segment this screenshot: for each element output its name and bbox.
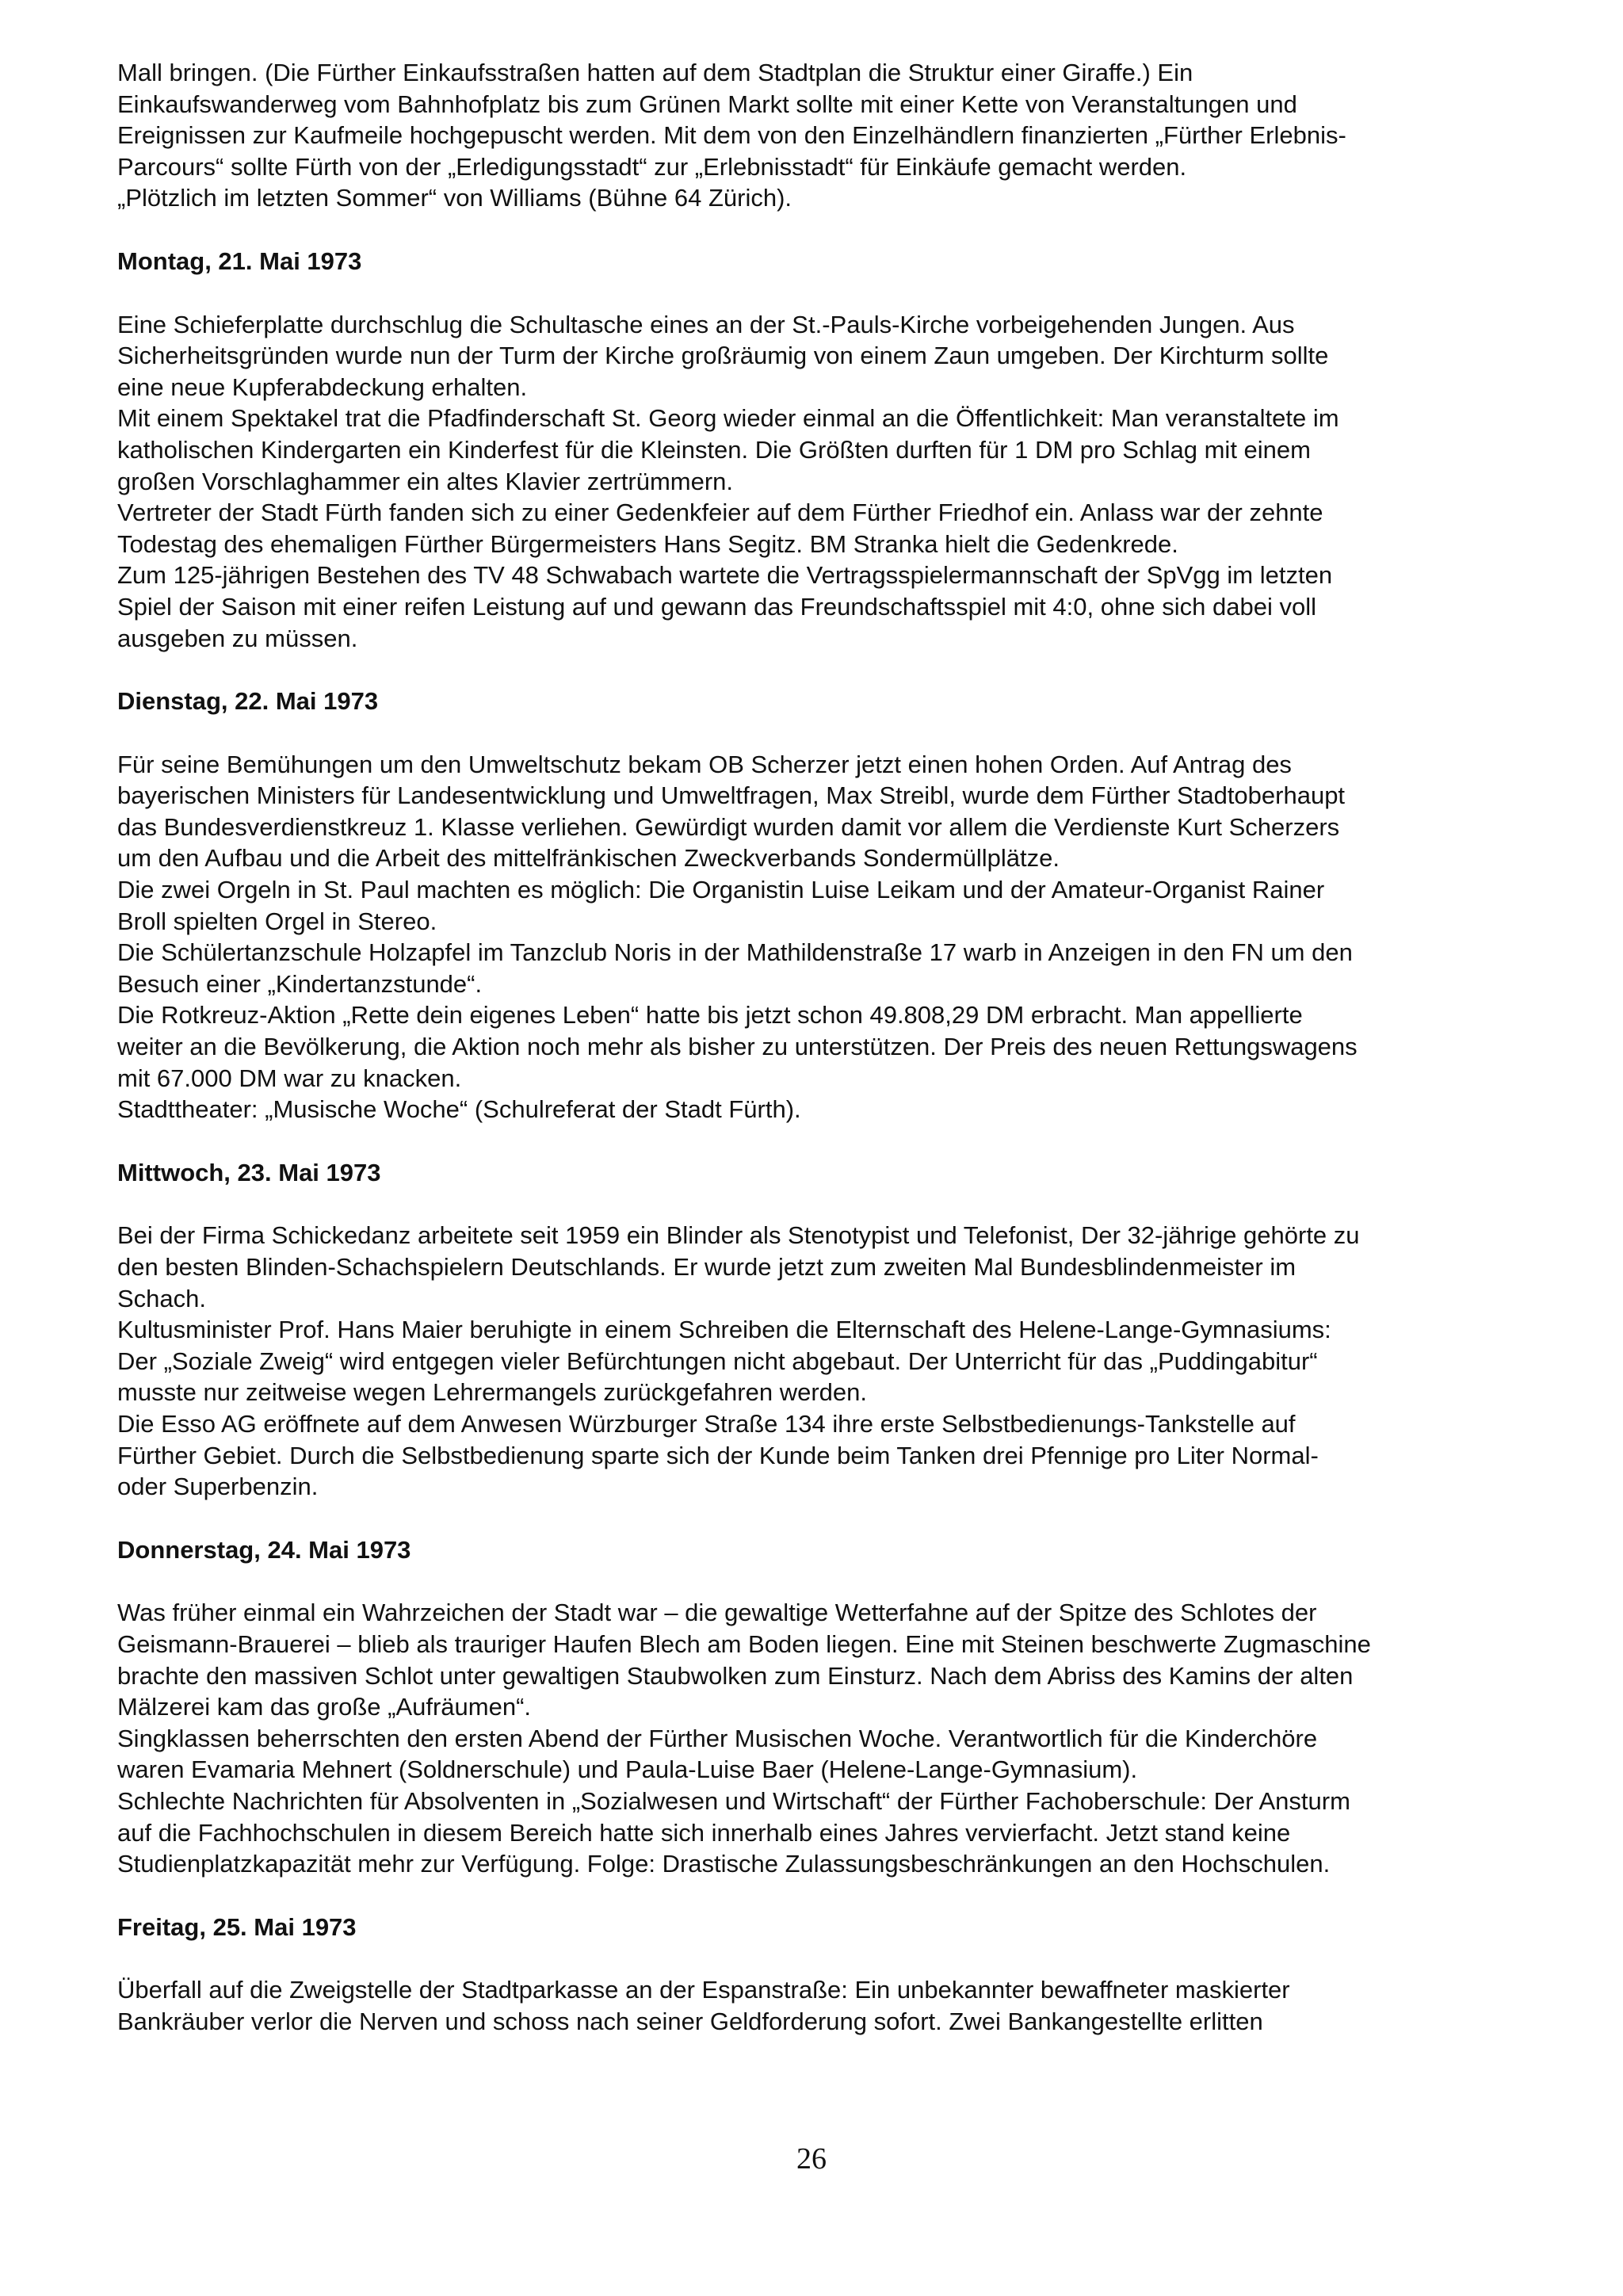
- paragraph: Die zwei Orgeln in St. Paul machten es möglich: Die Organistin Luise Leikam und der Amateur-Organist Rainer Broll spielten Orgel in Stereo.: [117, 876, 1325, 935]
- paragraph: Singklassen beherrschten den ersten Abend der Fürther Musischen Woche. Verantwortlich für die Kinderchöre waren Evamaria Mehnert (Soldnerschule) und Paula-Luise Baer (Helene-Lange-Gymnasium).: [117, 1724, 1318, 1784]
- paragraph: Überfall auf die Zweigstelle der Stadtparkasse an der Espanstraße: Ein unbekannter bewaffneter maskierter Bankräuber verlor die Nerven und schoss nach seiner Geldforderung sofort. Zwei Bankangestellte erlitten: [117, 1976, 1290, 2035]
- section-donnerstag: [117, 1503, 1520, 1880]
- intro-block: [117, 57, 1520, 214]
- paragraph: Für seine Bemühungen um den Umweltschutz bekam OB Scherzer jetzt einen hohen Orden. Auf Antrag des bayerischen Ministers für Landesentwicklung und Umweltfragen, Max Streibl, wurde dem Fürther Stadtoberhaupt das Bundesverdienstkreuz 1. Klasse verliehen. Gewürdigt wurden damit vor allem die Verdienste Kurt Scherzers um den Aufbau und die Arbeit des mittelfränkischen Zweckverbands Sondermüllplätze.: [117, 750, 1346, 873]
- paragraph: Die Rotkreuz-Aktion „Rette dein eigenes Leben“ hatte bis jetzt schon 49.808,29 DM erbracht. Man appellierte weiter an die Bevölkerung, die Aktion noch mehr als bisher zu unterstützen. Der Preis des neuen Rettungswagens mit 67.000 DM war zu knacken.: [117, 1001, 1358, 1092]
- section-freitag: [117, 1880, 1520, 2038]
- section-dienstag: [117, 654, 1520, 1125]
- section-heading: Donnerstag, 24. Mai 1973: [117, 1535, 411, 1564]
- paragraph: Eine Schieferplatte durchschlug die Schultasche eines an der St.-Pauls-Kirche vorbeigehenden Jungen. Aus Sicherheitsgründen wurde nun der Turm der Kirche großräumig von einem Zaun umgeben. Der Kirchturm sollte eine neue Kupferabdeckung erhalten.: [117, 310, 1329, 401]
- paragraph: „Plötzlich im letzten Sommer“ von Williams (Bühne 64 Zürich).: [117, 184, 792, 212]
- page-number: 26: [796, 2142, 827, 2176]
- paragraph: Bei der Firma Schickedanz arbeitete seit 1959 ein Blinder als Stenotypist und Telefonist, Der 32-jährige gehörte zu den besten Blinden-Schachspielern Deutschlands. Er wurde jetzt zum zweiten Mal Bundesblindenmeister im Schach.: [117, 1221, 1360, 1312]
- section-mittwoch: [117, 1125, 1520, 1503]
- section-heading: Montag, 21. Mai 1973: [117, 246, 362, 275]
- paragraph: Vertreter der Stadt Fürth fanden sich zu einer Gedenkfeier auf dem Fürther Friedhof ein. Anlass war der zehnte Todestag des ehemaligen Fürther Bürgermeisters Hans Segitz. BM Stranka hielt die Gedenkrede.: [117, 499, 1323, 558]
- paragraph: Kultusminister Prof. Hans Maier beruhigte in einem Schreiben die Elternschaft des Helene-Lange-Gymnasiums: Der „Soziale Zweig“ wird entgegen vieler Befürchtungen nicht abgebaut. Der Unterricht für das „Puddingabitur“ musste nur zeitweise wegen Lehrermangels zurückgefahren werden.: [117, 1316, 1331, 1407]
- paragraph: Die Esso AG eröffnete auf dem Anwesen Würzburger Straße 134 ihre erste Selbstbedienungs-Tankstelle auf Fürther Gebiet. Durch die Selbstbedienung sparte sich der Kunde beim Tanken drei Pfennige pro Liter Normal- oder Superbenzin.: [117, 1409, 1319, 1501]
- paragraph: Mall bringen. (Die Fürther Einkaufsstraßen hatten auf dem Stadtplan die Struktur einer Giraffe.) Ein Einkaufswanderweg vom Bahnhofplatz bis zum Grünen Markt sollte mit einer Kette von Veranstaltungen und Ereignissen zur Kaufmeile hochgepuscht werden. Mit dem von den Einzelhändlern finanzierten „Fürther Erlebnis- Parcours“ sollte Fürth von der „Erledigungsstadt“ zur „Erlebnisstadt“ für Einkäufe gemacht werden.: [117, 59, 1346, 181]
- paragraph: Was früher einmal ein Wahrzeichen der Stadt war – die gewaltige Wetterfahne auf der Spitze des Schlotes der Geismann-Brauerei – blieb als trauriger Haufen Blech am Boden liegen. Eine mit Steinen beschwerte Zugmaschine brachte den massiven Schlot unter gewaltigen Staubwolken zum Einsturz. Nach dem Abriss des Kamins der alten Mälzerei kam das große „Aufräumen“.: [117, 1599, 1371, 1721]
- paragraph: Zum 125-jährigen Bestehen des TV 48 Schwabach wartete die Vertragsspielermannschaft der SpVgg im letzten Spiel der Saison mit einer reifen Leistung auf und gewann das Freundschaftsspiel mit 4:0, ohne sich dabei voll ausgeben zu müssen.: [117, 561, 1333, 652]
- section-heading: Mittwoch, 23. Mai 1973: [117, 1158, 381, 1186]
- section-montag: [117, 214, 1520, 654]
- paragraph: Stadttheater: „Musische Woche“ (Schulreferat der Stadt Fürth).: [117, 1095, 801, 1124]
- document-body: [117, 57, 1520, 2037]
- paragraph: Schlechte Nachrichten für Absolventen in „Sozialwesen und Wirtschaft“ der Fürther Fachoberschule: Der Ansturm auf die Fachhochschulen in diesem Bereich hatte sich innerhalb eines Jahres vervierfacht. Jetzt stand keine Studienplatzkapazität mehr zur Verfügung. Folge: Drastische Zulassungsbeschränkungen an den Hochschulen.: [117, 1786, 1350, 1878]
- section-heading: Dienstag, 22. Mai 1973: [117, 687, 379, 716]
- paragraph: Die Schülertanzschule Holzapfel im Tanzclub Noris in der Mathildenstraße 17 warb in Anzeigen in den FN um den Besuch einer „Kindertanzstunde“.: [117, 938, 1353, 998]
- paragraph: Mit einem Spektakel trat die Pfadfinderschaft St. Georg wieder einmal an die Öffentlichkeit: Man veranstaltete im katholischen Kindergarten ein Kinderfest für die Kleinsten. Die Größten durften für 1 DM pro Schlag mit einem großen Vorschlaghammer ein altes Klavier zertrümmern.: [117, 404, 1339, 495]
- section-heading: Freitag, 25. Mai 1973: [117, 1912, 357, 1941]
